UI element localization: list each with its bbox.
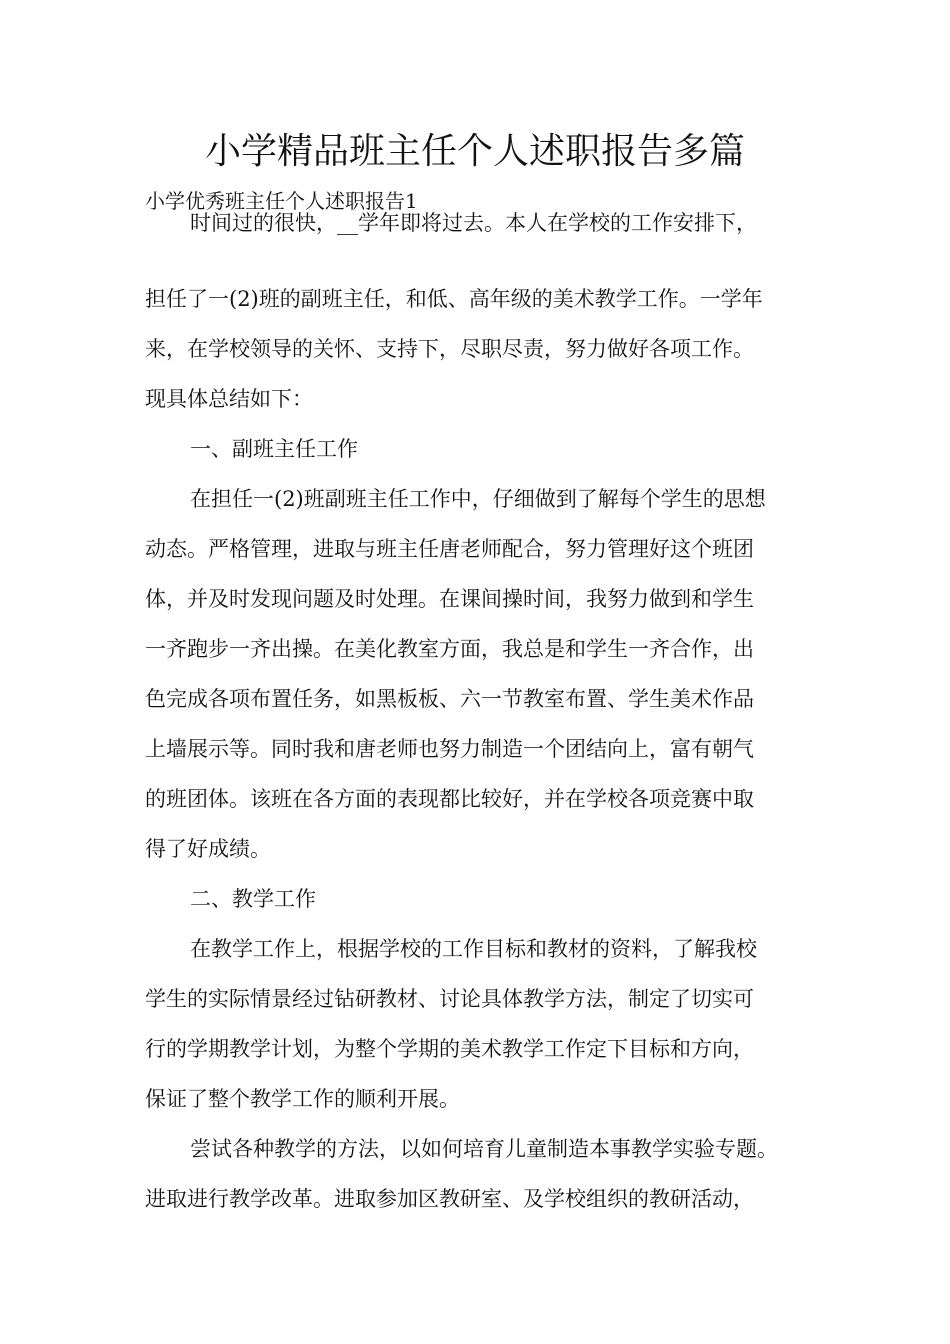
document-subtitle: 小学优秀班主任个人述职报告1 [145,189,418,213]
paragraph-line: 尝试各种教学的方法，以如何培育儿童制造本事教学实验专题。 [190,1137,778,1161]
paragraph-line: 保证了整个教学工作的顺利开展。 [145,1087,460,1111]
paragraph-line: 得了好成绩。 [145,837,271,861]
paragraph-line: 上墙展示等。同时我和唐老师也努力制造一个团结向上，富有朝气 [145,737,754,761]
document-title: 小学精品班主任个人述职报告多篇 [204,131,745,172]
paragraph-line: 来，在学校领导的关怀、支持下，尽职尽责，努力做好各项工作。 [145,337,754,361]
paragraph-line: 时间过的很快，__学年即将过去。本人在学校的工作安排下， [190,211,757,235]
section-heading: 二、教学工作 [190,887,316,911]
paragraph-line: 的班团体。该班在各方面的表现都比较好，并在学校各项竞赛中取 [145,787,754,811]
paragraph-line: 行的学期教学计划，为整个学期的美术教学工作定下目标和方向， [145,1037,754,1061]
paragraph-line: 现具体总结如下： [145,387,313,411]
paragraph-line: 动态。严格管理，进取与班主任唐老师配合，努力管理好这个班团 [145,537,754,561]
paragraph-line: 色完成各项布置任务，如黑板板、六一节教室布置、学生美术作品 [145,687,754,711]
paragraph-line: 在担任一(2)班副班主任工作中，仔细做到了解每个学生的思想 [190,487,766,511]
paragraph-line: 担任了一(2)班的副班主任，和低、高年级的美术教学工作。一学年 [145,287,763,311]
section-heading: 一、副班主任工作 [190,437,358,461]
paragraph-line: 学生的实际情景经过钻研教材、讨论具体教学方法，制定了切实可 [145,987,754,1011]
paragraph-line: 体，并及时发现问题及时处理。在课间操时间，我努力做到和学生 [145,587,754,611]
paragraph-line: 在教学工作上，根据学校的工作目标和教材的资料，了解我校 [190,937,757,961]
paragraph-line: 进取进行教学改革。进取参加区教研室、及学校组织的教研活动， [145,1187,754,1211]
paragraph-line: 一齐跑步一齐出操。在美化教室方面，我总是和学生一齐合作，出 [145,637,754,661]
